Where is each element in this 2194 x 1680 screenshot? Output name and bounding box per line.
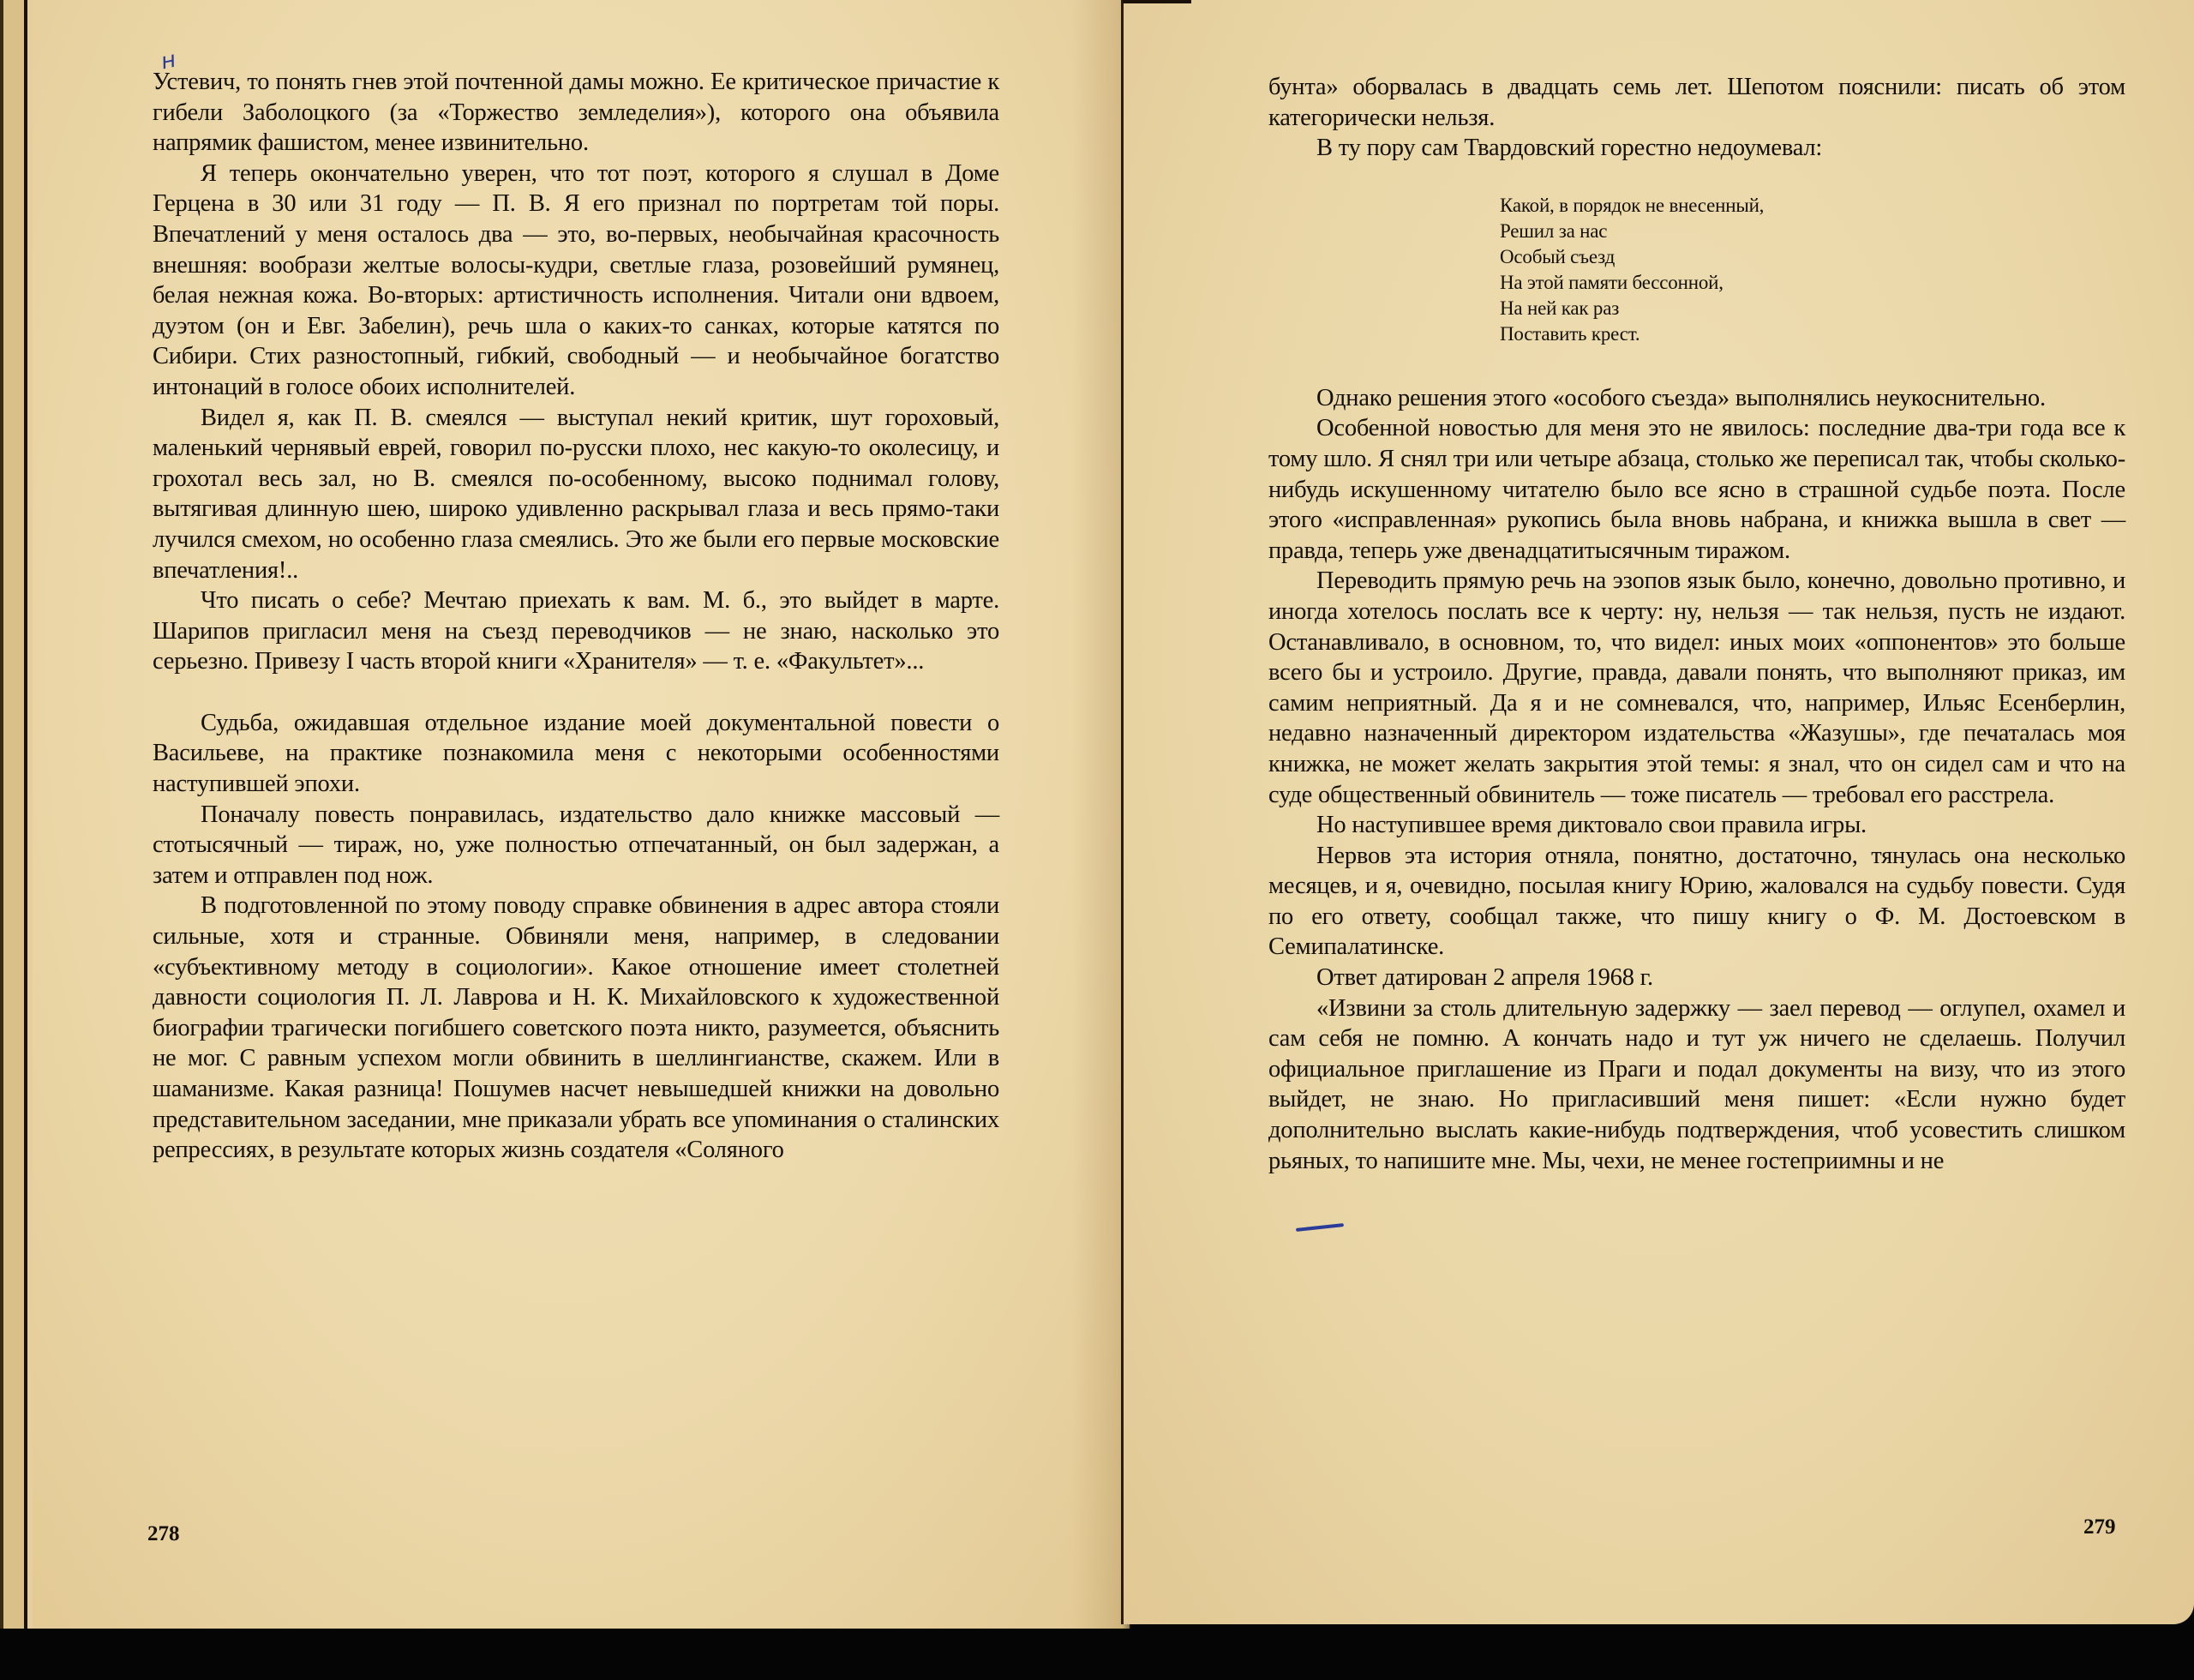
poem-line: Какой, в порядок не внесенный, bbox=[1500, 194, 1765, 216]
paragraph: Переводить прямую речь на эзопов язык было, конечно, довольно противно, и иногда хотелось послать все к черту: ну, нельзя — так нельзя, пусть не издают. Останавливало, в основном, то, что видел: иных моих «оппонентов» это больше всего бы и устроило. Другие, правда, давали понять, что выполняют приказ, им самим неприятный. Да я и не сомневался, что, например, Ильяс Есенберлин, недавно назначенный директором издательства «Жазушы», где печаталась моя книжка, не может желать закрытия этой темы: я знал, что он сидел сам и что на суде общественный обвинитель — тоже писатель — требовал его расстрела. bbox=[1268, 567, 2125, 808]
poem-quote bbox=[1500, 193, 2125, 347]
paragraph: В ту пору сам Твардовский горестно недоумевал: bbox=[1316, 135, 1823, 162]
gutter-line bbox=[1121, 0, 1124, 1624]
paragraph: Поначалу повесть понравилась, издательство дало книжке массовый — стотысячный — тираж, но, уже полностью отпечатанный, он был задержан, а затем и отправлен под нож. bbox=[153, 801, 999, 889]
right-page-text bbox=[1268, 72, 2125, 1176]
poem-line: Решил за нас bbox=[1500, 219, 1608, 242]
paragraph: Судьба, ожидавшая отдельное издание моей документальной повести о Васильеве, на практике познакомила меня с некоторыми особенностями наступившей эпохи. bbox=[153, 709, 999, 798]
paragraph: Однако решения этого «особого съезда» выполнялись неукоснительно. bbox=[1316, 384, 2046, 411]
poem-line: Особый съезд bbox=[1500, 245, 1616, 267]
poem-line: Поставить крест. bbox=[1500, 322, 1640, 345]
paragraph: Особенной новостью для меня это не явилось: последние два-три года все к тому шло. Я снял три или четыре абзаца, столько же переписал так, чтобы сколько-нибудь искушенному читателю было все ясно в страшной судьбе поэта. После этого «исправленная» рукопись была вновь набрана, и книжка вышла в свет — правда, теперь уже двенадцатитысячным тиражом. bbox=[1268, 415, 2125, 564]
paragraph: Но наступившее время диктовало свои правила игры. bbox=[1316, 812, 1867, 839]
paragraph: Я теперь окончательно уверен, что тот поэт, которого я слушал в Доме Герцена в 30 или 31 году — П. В. Я его признал по портретам той поры. Впечатлений у меня осталось два — это, во-первых, необычайная красочность внешняя: вообрази желтые волосы-кудри, светлые глаза, розовейший румянец, белая нежная кожа. Во-вторых: артистичность исполнения. Читали они вдвоем, дуэтом (он и Евг. Забелин), речь шла о каких-то санках, которые катятся по Сибири. Стих разностопный, гибкий, свободный — и необычайное богатство интонаций в голосе обоих исполнителей. bbox=[153, 159, 999, 400]
paragraph: Ответ датирован 2 апреля 1968 г. bbox=[1316, 964, 1653, 992]
handwritten-correction: н bbox=[159, 46, 178, 75]
poem-line: На ней как раз bbox=[1500, 297, 1620, 319]
paragraph: В подготовленной по этому поводу справке обвинения в адрес автора стояли сильные, хотя и странные. Обвиняли меня, например, в следовании «субъективному методу в социологии». Какое отношение имеет столетней давности социология П. Л. Лаврова и Н. К. Михайловского к художественной биографии трагически погибшего советского поэта никто, разумеется, объяснить не мог. С равным успехом могли обвинить в шеллингианстве, скажем. Или в шаманизме. Какая разница! Пошумев насчет невышедшей книжки на довольно представительном заседании, мне приказали убрать все упоминания о сталинских репрессиях, в результате которых жизнь создателя «Соляного bbox=[153, 892, 999, 1164]
poem-line: На этой памяти бессонной, bbox=[1500, 271, 1723, 293]
paragraph: Устевич, то понять гнев этой почтенной дамы можно. Ее критическое причастие к гибели Заболоцкого (за «Торжество земледелия»), которого она объявила напрямик фашистом, менее извинительно. bbox=[153, 69, 999, 157]
binding-edge bbox=[1123, 0, 1191, 3]
paragraph: «Извини за столь длительную задержку — заел перевод — оглупел, охамел и сам себя не помню. А кончать надо и тут уж ничего не сделаешь. Получил официальное приглашение из Праги и подал документы на визу, что из этого выйдет, не знаю. Но пригласивший меня пишет: «Если нужно будет дополнительно выслать какие-нибудь подтверждения, чтоб усовестить слишком рьяных, то напишите мне. Мы, чехи, не менее гостеприимны и не bbox=[1268, 994, 2125, 1174]
left-page-text bbox=[153, 67, 999, 1166]
paragraph: Что писать о себе? Мечтаю приехать к вам. М. б., это выйдет в марте. Шарипов пригласил меня на съезд переводчиков — не знаю, насколько это серьезно. Привезу I часть второй книги «Хранителя» — т. е. «Факультет»... bbox=[153, 587, 999, 675]
page-number-left: 278 bbox=[147, 1522, 180, 1545]
paragraph: бунта» оборвалась в двадцать семь лет. Шепотом пояснили: писать об этом категорически нельзя. bbox=[1268, 74, 2125, 131]
paragraph: Нервов эта история отняла, понятно, достаточно, тянулась она несколько месяцев, и я, очевидно, посылая книгу Юрию, жаловался на судьбу повести. Судя по его ответу, сообщал также, что пишу книгу о Ф. М. Достоевском в Семипалатинске. bbox=[1268, 842, 2125, 961]
paragraph: Видел я, как П. В. смеялся — выступал некий критик, шут гороховый, маленький чернявый еврей, говорил по-русски плохо, нес какую-то околесицу, и грохотал весь зал, но В. смеялся по-особенному, высоко поднимал голову, вытягивая длинную шею, широко удивленно раскрывал глаза и весь прямо-таки лучился смехом, но особенно глаза смеялись. Это же были его первые московские впечатления!.. bbox=[153, 404, 999, 584]
left-page bbox=[0, 0, 1130, 1629]
page-number-right: 279 bbox=[2083, 1515, 2116, 1539]
